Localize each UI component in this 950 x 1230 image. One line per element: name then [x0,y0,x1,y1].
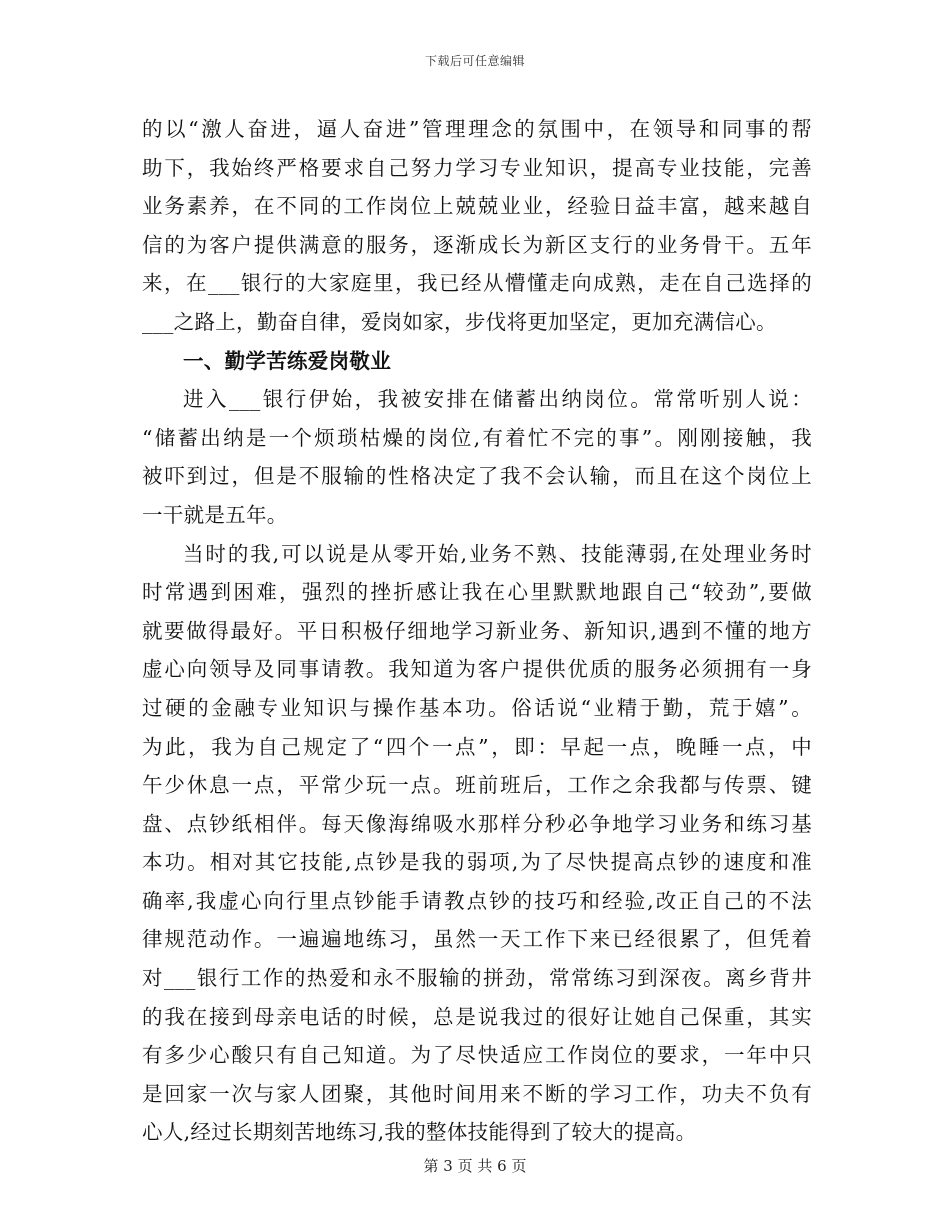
body-line: 信的为客户提供满意的服务，逐渐成长为新区支行的业务骨干。五年 [142,232,812,257]
body-line: 进入___银行伊始，我被安排在储蓄出纳岗位。常常听别人说： [183,387,812,412]
body-line: 一干就是五年。 [142,502,288,527]
body-line: 虚心向领导及同事请教。我知道为客户提供优质的服务必须拥有一身 [142,657,812,682]
body-line: 对___银行工作的热爱和永不服输的拼劲，常常练习到深夜。离乡背井 [142,966,812,991]
body-line: 被吓到过，但是不服输的性格决定了我不会认输，而且在这个岗位上 [142,464,812,489]
body-line: 为此，我为自己规定了“四个一点”，即：早起一点，晚睡一点，中 [142,734,812,759]
body-line: 有多少心酸只有自己知道。为了尽快适应工作岗位的要求，一年中只 [142,1043,812,1068]
body-line: ___之路上，勤奋自律，爱岗如家，步伐将更加坚定，更加充满信心。 [142,309,777,334]
page-header: 下载后可任意编辑 [424,54,525,68]
body-line: 盘、点钞纸相伴。每天像海绵吸水那样分秒必争地学习业务和练习基 [142,811,812,836]
body-line: 的以“激人奋进，逼人奋进”管理理念的氛围中，在领导和同事的帮 [142,117,812,141]
body-line: 确率,我虚心向行里点钞能手请教点钞的技巧和经验,改正自己的不法 [142,888,812,913]
body-line: 时常遇到困难，强烈的挫折感让我在心里默默地跟自己“较劲”,要做 [142,580,812,605]
body-line: 心人,经过长期刻苦地练习,我的整体技能得到了较大的提高。 [142,1120,697,1145]
body-line: 午少休息一点，平常少玩一点。班前班后，工作之余我都与传票、键 [142,773,812,798]
page-footer: 第 3 页 共 6 页 [423,1157,527,1175]
body-line: 业务素养，在不同的工作岗位上兢兢业业，经验日益丰富，越来越自 [142,194,812,219]
body-line: 来，在___银行的大家庭里，我已经从懵懂走向成熟，走在自己选择的 [142,271,812,296]
body-line: 是回家一次与家人团聚，其他时间用来不断的学习工作，功夫不负有 [142,1081,812,1106]
body-line: 本功。相对其它技能,点钞是我的弱项,为了尽快提高点钞的速度和准 [142,850,812,875]
body-line: 律规范动作。一遍遍地练习，虽然一天工作下来已经很累了，但凭着 [142,927,812,952]
body-line: 的我在接到母亲电话的时候，总是说我过的很好让她自己保重，其实 [142,1004,812,1029]
section-heading: 一、勤学苦练爱岗敬业 [183,348,391,373]
document-body [142,110,812,1152]
body-line: 当时的我,可以说是从零开始,业务不熟、技能薄弱,在处理业务时 [183,541,812,566]
body-line: 过硬的金融专业知识与操作基本功。俗话说“业精于勤，荒于嬉”。 [142,695,812,720]
body-line: 就要做得最好。平日积极仔细地学习新业务、新知识,遇到不懂的地方 [142,618,812,643]
body-line: 助下，我始终严格要求自己努力学习专业知识，提高专业技能，完善 [142,155,812,180]
body-line: “储蓄出纳是一个烦琐枯燥的岗位,有着忙不完的事”。刚刚接触，我 [142,425,812,450]
